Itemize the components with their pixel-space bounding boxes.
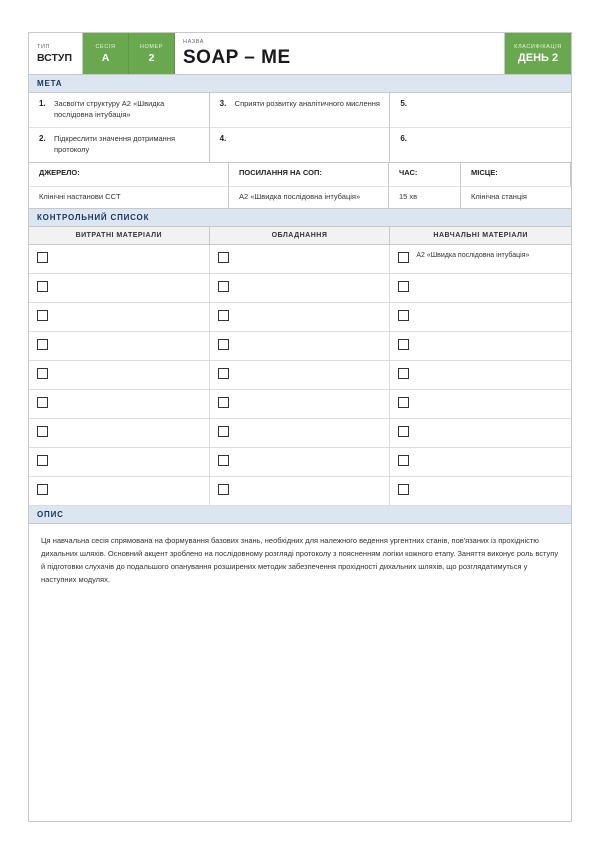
checklist-cell-equipment[interactable] [210,303,391,331]
checkbox-icon[interactable] [398,368,409,379]
meta-row [29,163,571,209]
goal-item [390,128,571,162]
goals-grid [29,93,571,163]
checkbox-icon[interactable] [37,368,48,379]
meta-time [389,163,461,186]
checklist-cell-consumables[interactable] [29,361,210,389]
goal-text: Підкреслити значення дотримання протоколу [54,133,176,154]
header-day-label: КЛАСИФІКАЦІЯ [514,43,562,50]
goal-number: 4. [219,133,227,143]
checklist-cell-consumables[interactable] [29,448,210,476]
checkbox-icon[interactable] [218,368,229,379]
checklist-cell-materials[interactable] [390,332,571,360]
meta-source-value: Клінічні настанови CCT [39,191,121,201]
checklist-cell-materials[interactable] [390,390,571,418]
checkbox-icon[interactable] [218,397,229,408]
header-day-value: ДЕНЬ 2 [517,51,559,64]
meta-reference-value-cell [229,186,389,208]
checklist-item-text: A2 «Швидка послідовна інтубація» [416,251,530,259]
checklist-column-materials: НАВЧАЛЬНІ МАТЕРІАЛИ [433,231,528,239]
goal-item [29,93,210,128]
checkbox-icon[interactable] [398,426,409,437]
checkbox-icon[interactable] [398,339,409,350]
goals-section-bar: МЕТА [29,75,571,93]
meta-place [461,163,571,186]
checkbox-icon[interactable] [218,310,229,321]
checklist-cell-consumables[interactable] [29,332,210,360]
goal-number: 5. [400,99,407,108]
meta-reference-label: ПОСИЛАННЯ НА СОП: [239,167,322,177]
checklist-cell-materials[interactable] [390,477,571,505]
header-title-cell [175,33,505,74]
goal-item [29,128,210,162]
header-number-value: 2 [148,51,155,64]
checklist-cell-materials[interactable] [390,245,571,273]
meta-source-label: ДЖЕРЕЛО: [39,167,80,177]
meta-place-label: МІСЦЕ: [471,167,498,177]
goal-number: 3. [219,99,227,108]
checklist-cell-equipment[interactable] [210,332,391,360]
table-row [29,419,571,448]
header-session-label: СЕСІЯ [95,43,116,50]
meta-reference [229,163,389,186]
description-body [29,524,571,849]
table-row [29,448,571,477]
meta-time-value-cell [389,186,461,208]
checklist-cell-equipment[interactable] [210,390,391,418]
checklist-cell-materials[interactable] [390,448,571,476]
checklist-column-consumables: ВИТРАТНІ МАТЕРІАЛИ [29,227,210,244]
meta-place-value-cell [461,186,571,208]
meta-source [29,163,229,186]
checkbox-icon[interactable] [218,339,229,350]
header-session-cell [83,33,129,74]
header-day-cell [505,33,571,74]
checkbox-icon[interactable] [37,281,48,292]
checklist-cell-consumables[interactable] [29,274,210,302]
checkbox-icon[interactable] [37,397,48,408]
checklist-cell-equipment[interactable] [210,477,391,505]
goal-number: 2. [39,133,46,143]
checklist-cell-materials[interactable] [390,419,571,447]
table-row [29,245,571,274]
checkbox-icon[interactable] [218,281,229,292]
goal-text: Засвоїти структуру A2 «Швидка послідовна інтубація» [54,99,165,119]
checkbox-icon[interactable] [37,455,48,466]
goal-item [210,128,391,162]
table-row [29,332,571,361]
checklist-header-row [29,227,571,245]
meta-source-value-cell [29,186,229,208]
header-number-cell [129,33,175,74]
checklist-cell-consumables[interactable] [29,303,210,331]
checkbox-icon[interactable] [37,484,48,495]
goal-number: 1. [39,99,46,108]
goal-item [210,93,391,128]
description-section-bar: ОПИС [29,506,571,524]
checkbox-icon[interactable] [37,339,48,350]
checkbox-icon[interactable] [37,426,48,437]
goal-text: Сприяти розвитку аналітичного мислення [234,99,380,108]
checklist-cell-materials[interactable] [390,274,571,302]
checklist-section-bar: КОНТРОЛЬНИЙ СПИСОК [29,209,571,227]
meta-time-label: ЧАС: [399,167,418,177]
checkbox-icon[interactable] [218,252,229,263]
meta-reference-value: A2 «Швидка послідовна інтубація» [239,191,361,201]
checkbox-icon[interactable] [37,252,48,263]
checkbox-icon[interactable] [218,426,229,437]
goal-item [390,93,571,128]
checkbox-icon[interactable] [218,455,229,466]
checkbox-icon[interactable] [37,310,48,321]
checkbox-icon[interactable] [398,397,409,408]
checkbox-icon[interactable] [398,310,409,321]
checklist-cell-consumables[interactable] [29,419,210,447]
checklist-cell-equipment[interactable] [210,245,391,273]
checkbox-icon[interactable] [218,484,229,495]
sheet-header [29,33,571,75]
header-type-label: ТИП [37,43,51,50]
checklist-cell-equipment[interactable] [210,419,391,447]
header-title-label: НАЗВА [183,38,205,45]
checklist-cell-consumables[interactable] [29,477,210,505]
table-row [29,303,571,332]
checklist-cell-materials[interactable] [390,361,571,389]
header-number-label: НОМЕР [139,43,164,50]
table-row [29,361,571,390]
checklist-column-equipment: ОБЛАДНАННЯ [210,227,391,244]
table-row [29,390,571,419]
header-session-value: A [101,51,110,64]
lesson-plan-sheet [28,32,572,822]
checklist-cell-consumables[interactable] [29,390,210,418]
checkbox-icon[interactable] [398,455,409,466]
checklist-cell-consumables[interactable] [29,245,210,273]
checkbox-icon[interactable] [398,252,409,263]
checklist-cell-equipment[interactable] [210,448,391,476]
checklist-cell-materials[interactable] [390,303,571,331]
goal-number: 6. [400,133,407,143]
checklist-cell-equipment[interactable] [210,361,391,389]
header-type-value: ВСТУП [37,51,72,64]
table-row [29,477,571,506]
table-row [29,274,571,303]
meta-time-value: 15 хв [399,191,418,201]
page-title: SOAP – ME [183,46,291,68]
checkbox-icon[interactable] [398,281,409,292]
description-text: Ця навчальна сесія спрямована на формування базових знань, необхідних для належного ведення ургентних станів, пов'язаних із прохідністю дихальних шляхів. Основний акцент зроблено на послідовному розгляді протоколу з поясненням логіки кожного етапу. Заняття виконує роль вступу й підготовки слухачів до подальшого опанування розширених методик забезпечення прохідності дихальних шляхів, що розглядатимуться у наступних модулях. [41,535,559,584]
header-type-cell [29,33,83,74]
checkbox-icon[interactable] [398,484,409,495]
checklist-cell-equipment[interactable] [210,274,391,302]
meta-place-value: Клінічна станція [471,191,527,201]
